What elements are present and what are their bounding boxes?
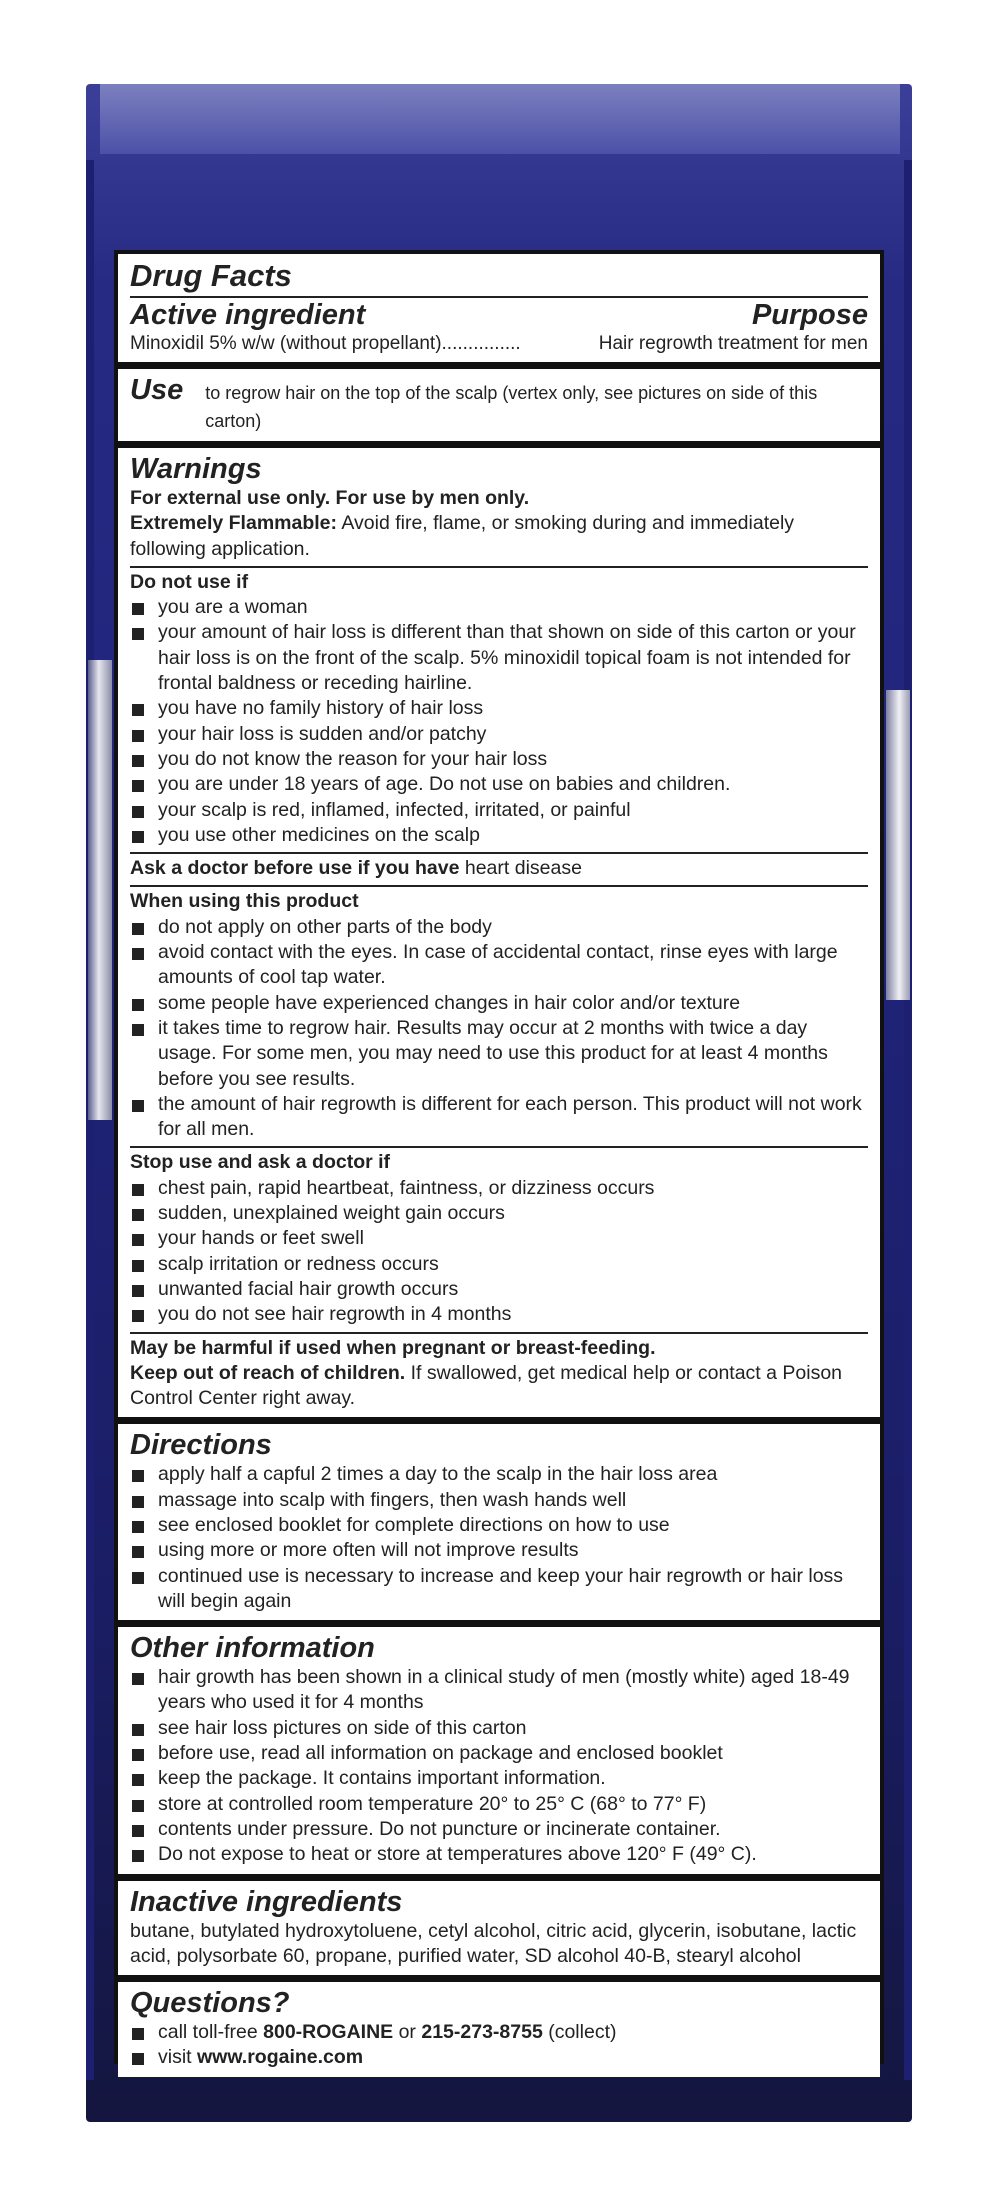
phone-800-link[interactable]: 800-ROGAINE xyxy=(263,2021,394,2044)
call-line xyxy=(130,2020,868,2045)
list-item: before use, read all information on package and enclosed booklet xyxy=(130,1741,868,1766)
active-ingredient-purpose: Hair regrowth treatment for men xyxy=(598,333,868,354)
active-ingredient-header xyxy=(130,298,868,332)
list-item: contents under pressure. Do not puncture or incinerate container. xyxy=(130,1817,868,1842)
carton-right-highlight xyxy=(886,690,910,1000)
stop-use-heading: Stop use and ask a doctor if xyxy=(130,1151,391,1174)
flammable-label: Extremely Flammable: xyxy=(130,512,338,535)
list-item: keep the package. It contains important information. xyxy=(130,1766,868,1791)
do-not-use-heading: Do not use if xyxy=(130,570,249,593)
inactive-ingredients-heading: Inactive ingredients xyxy=(130,1885,403,1918)
children-text: If swallowed, get medical help or contact a Poison Control Center right away. xyxy=(130,1361,843,1410)
inactive-ingredients-section xyxy=(118,1881,880,1976)
list-item: store at controlled room temperature 20° to 25° C (68° to 77° F) xyxy=(130,1792,868,1817)
pregnancy-warning: May be harmful if used when pregnant or breast-feeding. xyxy=(130,1336,656,1359)
do-not-use-list xyxy=(130,595,868,848)
list-item: see hair loss pictures on side of this carton xyxy=(130,1716,868,1741)
ask-doctor-text: heart disease xyxy=(459,857,582,880)
purpose-heading: Purpose xyxy=(751,299,868,331)
when-using-list xyxy=(130,915,868,1143)
list-item: do not apply on other parts of the body xyxy=(130,915,868,940)
children-warning xyxy=(130,1361,868,1412)
list-item: the amount of hair regrowth is different for each person. This product will not work for all men. xyxy=(130,1092,868,1143)
list-item: you do not know the reason for your hair loss xyxy=(130,747,868,772)
external-use-warning: For external use only. For use by men only. xyxy=(130,487,530,509)
carton-left-highlight xyxy=(88,660,112,1120)
list-item: your hands or feet swell xyxy=(130,1226,868,1251)
other-information-list xyxy=(130,1665,868,1867)
stop-use-list xyxy=(130,1176,868,1328)
drug-facts-panel xyxy=(114,250,884,2069)
use-section xyxy=(118,369,880,441)
do-not-use-block xyxy=(130,566,868,848)
active-ingredient-name: Minoxidil 5% w/w (without propellant)............... xyxy=(130,333,521,354)
phone-215-link[interactable]: 215-273-8755 xyxy=(421,2021,543,2044)
stop-use-block xyxy=(130,1146,868,1327)
warnings-heading: Warnings xyxy=(130,453,262,485)
list-item: hair growth has been shown in a clinical study of men (mostly white) aged 18-49 years who used it for 4 months xyxy=(130,1665,868,1716)
list-item: you do not see hair regrowth in 4 months xyxy=(130,1302,868,1327)
list-item: apply half a capful 2 times a day to the scalp in the hair loss area xyxy=(130,1462,868,1487)
when-using-heading: When using this product xyxy=(130,890,359,913)
list-item: massage into scalp with fingers, then wash hands well xyxy=(130,1488,868,1513)
list-item: chest pain, rapid heartbeat, faintness, or dizziness occurs xyxy=(130,1176,868,1201)
ask-doctor-block xyxy=(130,852,868,881)
flammable-warning xyxy=(130,511,868,562)
list-item: Do not expose to heat or store at temperatures above 120° F (49° C). xyxy=(130,1842,868,1867)
questions-section xyxy=(118,1982,880,2077)
questions-list xyxy=(130,2020,868,2071)
directions-heading: Directions xyxy=(130,1429,272,1462)
list-item: unwanted facial hair growth occurs xyxy=(130,1277,868,1302)
list-item: you are a woman xyxy=(130,595,868,620)
list-item: some people have experienced changes in hair color and/or texture xyxy=(130,991,868,1016)
inactive-ingredients-text: butane, butylated hydroxytoluene, cetyl alcohol, citric acid, glycerin, isobutane, lactic acid, polysorbate 60, propane, purified water, SD alcohol 40-B, stearyl alcohol xyxy=(130,1919,857,1967)
other-information-heading: Other information xyxy=(130,1632,375,1665)
list-item: sudden, unexplained weight gain occurs xyxy=(130,1201,868,1226)
list-item: see enclosed booklet for complete directions on how to use xyxy=(130,1513,868,1538)
ask-doctor-line xyxy=(130,856,868,881)
children-label: Keep out of reach of children. xyxy=(130,1361,406,1384)
directions-list xyxy=(130,1462,868,1614)
pregnancy-children-block xyxy=(130,1332,868,1412)
active-ingredient-heading: Active ingredient xyxy=(130,299,366,331)
carton-right-edge xyxy=(904,160,912,2080)
list-item: continued use is necessary to increase and keep your hair regrowth or hair loss will begin again xyxy=(130,1564,868,1615)
call-prefix: call toll-free xyxy=(158,2021,264,2044)
carton-top-flap xyxy=(100,84,900,154)
collect-text: (collect) xyxy=(542,2021,617,2044)
list-item: your scalp is red, inflamed, infected, irritated, or painful xyxy=(130,798,868,823)
use-heading: Use xyxy=(130,374,184,406)
or-text: or xyxy=(393,2021,422,2044)
website-link[interactable]: www.rogaine.com xyxy=(197,2046,364,2069)
list-item: your amount of hair loss is different than that shown on side of this carton or your hair loss is on the front of the scalp. 5% minoxidil topical foam is not intended for frontal baldness or receding hairline. xyxy=(130,620,868,696)
list-item: scalp irritation or redness occurs xyxy=(130,1252,868,1277)
other-information-section xyxy=(118,1627,880,1873)
visit-line xyxy=(130,2045,868,2070)
drug-facts-title: Drug Facts xyxy=(130,258,292,293)
list-item: it takes time to regrow hair. Results may occur at 2 months with twice a day usage. For some men, you may need to use this product for at least 4 months before you see results. xyxy=(130,1016,868,1092)
when-using-block xyxy=(130,885,868,1142)
list-item: using more or more often will not improve results xyxy=(130,1538,868,1563)
directions-section xyxy=(118,1424,880,1620)
list-item: you have no family history of hair loss xyxy=(130,696,868,721)
list-item: you use other medicines on the scalp xyxy=(130,823,868,848)
carton-left-edge xyxy=(86,160,94,2080)
active-ingredient-row xyxy=(130,332,868,356)
active-ingredient-section xyxy=(118,254,880,362)
use-text: to regrow hair on the top of the scalp (vertex only, see pictures on side of this carton) xyxy=(205,383,818,431)
warnings-section xyxy=(118,448,880,1417)
list-item: you are under 18 years of age. Do not use on babies and children. xyxy=(130,772,868,797)
visit-prefix: visit xyxy=(158,2046,197,2069)
flammable-text: Avoid fire, flame, or smoking during and immediately following application. xyxy=(130,512,795,560)
list-item: avoid contact with the eyes. In case of accidental contact, rinse eyes with large amounts of cool tap water. xyxy=(130,940,868,991)
ask-doctor-label: Ask a doctor before use if you have xyxy=(130,857,460,880)
questions-heading: Questions? xyxy=(130,1987,290,2020)
list-item: your hair loss is sudden and/or patchy xyxy=(130,722,868,747)
